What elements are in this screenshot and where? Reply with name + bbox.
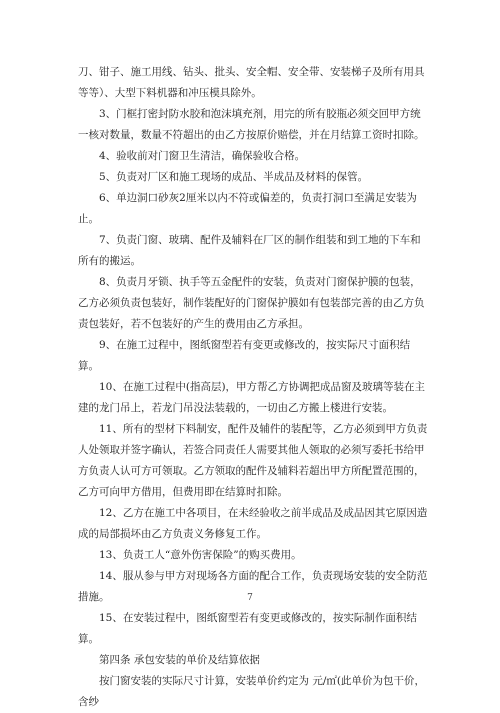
- paragraph-3: 3、门框打密封防水胶和泡沫填充剂，用完的所有胶瓶必须交回甲方统一核对数量，数量不符超出的由乙方按原价赔偿，并在月结算工资时扣除。: [78, 108, 425, 141]
- paragraph-14: 14、服从参与甲方对现场各方面的配合工作，负责现场安装的安全防范措施。: [78, 570, 428, 603]
- paragraph-1: 刀、钳子、施工用线、钻头、批头、安全帽、安全带、安装梯子及所有用具等等）、大型下料机器和冲压模具除外。: [78, 66, 425, 99]
- page-number: 7: [247, 593, 253, 603]
- paragraph-10: 10、在施工过程中(指高层)，甲方帮乙方协调把成品窗及玻璃等装在主建的龙门吊上，若龙门吊没法装载的，一切由乙方搬上楼进行安装。: [78, 381, 426, 414]
- paragraph-9: 9、在施工过程中，图纸窗型若有变更或修改的，按实际尺寸面积结算。: [78, 339, 411, 372]
- document-body: [78, 62, 430, 713]
- paragraph-11: 11、所有的型材下料制安，配件及辅件的装配等，乙方必须到甲方负责人处领取并签字确认，若签合同责任人需要其他人领取的必须写委托书给甲方负责人认可方可领取。乙方领取的配件及辅料若超出甲方所配置范围的，乙方可向甲方借用，但费用即在结算时扣除。: [78, 423, 428, 498]
- paragraph-13: 13、负责工人“意外伤害保险”的购买费用。: [99, 549, 302, 561]
- paragraph-4: 4、验收前对门窗卫生清洁，确保验收合格。: [99, 150, 306, 162]
- paragraph-5: 5、负责对厂区和施工现场的成品、半成品及材料的保管。: [99, 171, 369, 183]
- last-line: 按门窗安装的实际尺寸计算，安装单价约定为 元/㎡(此单价为包干价，含纱: [78, 675, 425, 708]
- paragraph-12: 12、乙方在施工中各项目，在未经验收之前半成品及成品因其它原因造成的局部损坏由乙方负责义务修复工作。: [78, 507, 428, 540]
- paragraph-8: 8、负责月牙锁、执手等五金配件的安装，负责对门窗保护膜的包装，乙方必须负责包装好，制作装配好的门窗保护膜如有包装部完善的由乙方负责包装好，若不包装好的产生的费用由乙方承担。: [78, 276, 425, 330]
- paragraph-6: 6、单边洞口砂灰2厘米以内不符或偏差的，负责打洞口至满足安装为止。: [78, 192, 417, 225]
- paragraph-7: 7、负责门窗、玻璃、配件及辅料在厂区的制作组装和到工地的下车和所有的搬运。: [78, 234, 421, 267]
- paragraph-15: 15、在安装过程中，图纸窗型若有变更或修改的，按实际制作面积结算。: [78, 612, 417, 645]
- section-heading: 第四条 承包安装的单价及结算依据: [99, 654, 260, 666]
